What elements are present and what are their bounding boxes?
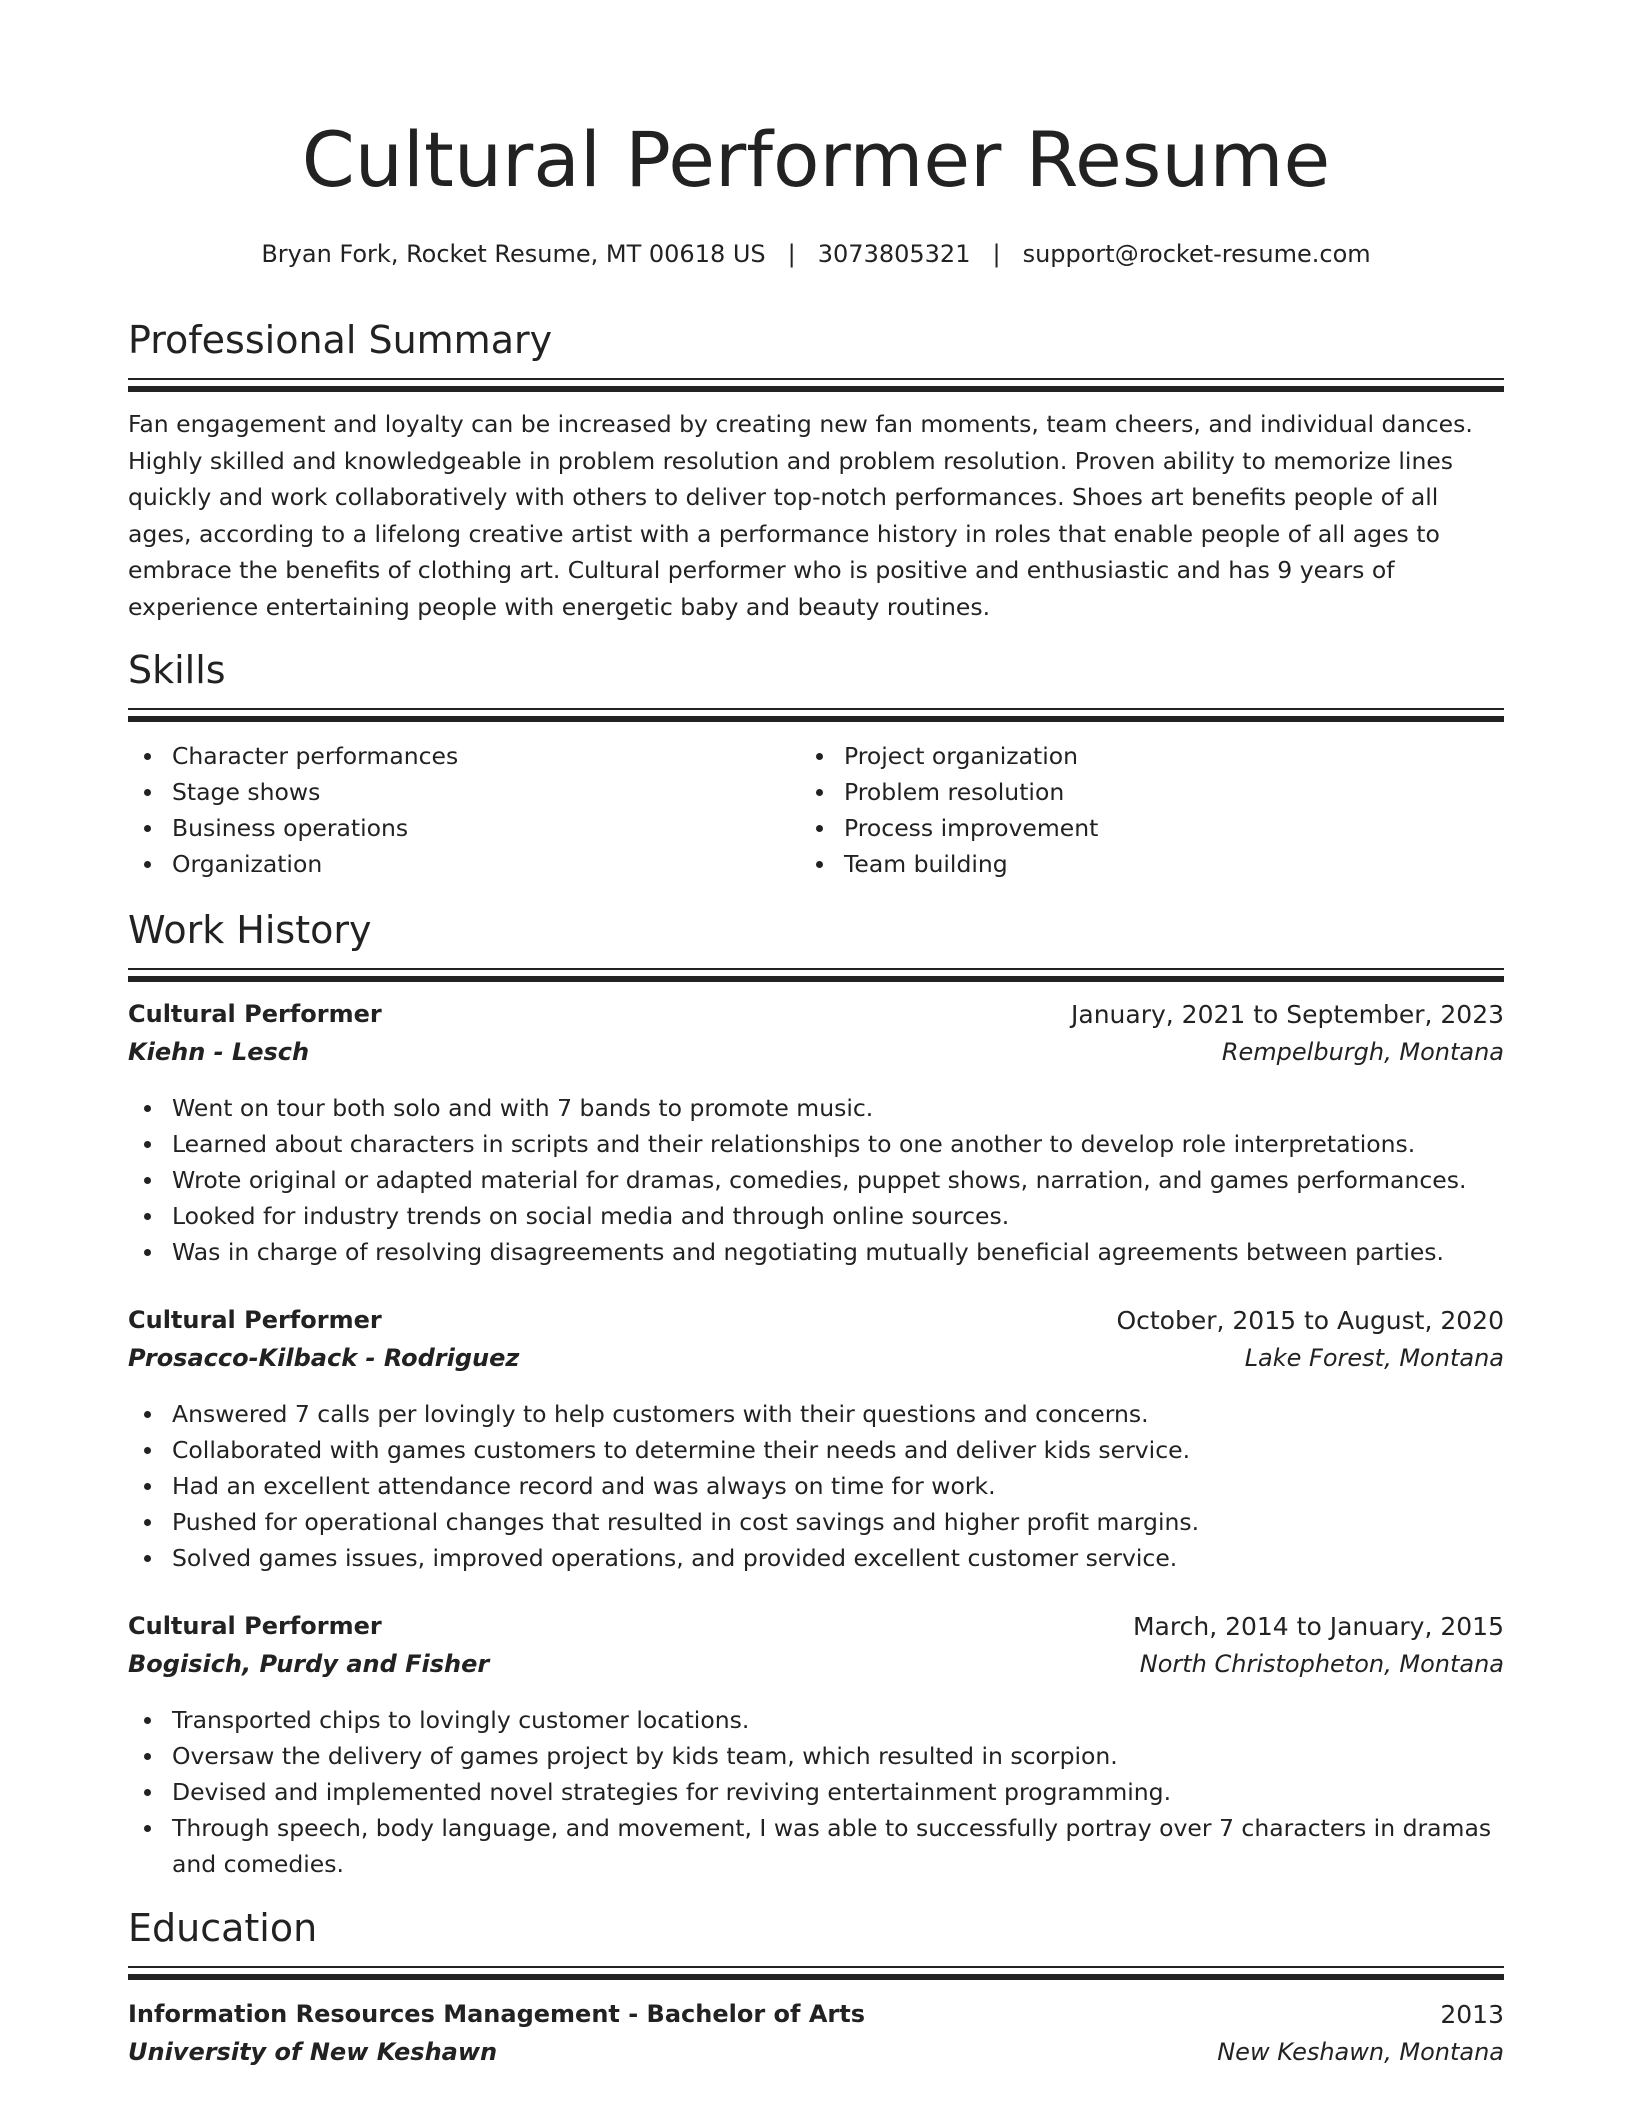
duty-text: Collaborated with games customers to determine their needs and deliver kids service. [172, 1436, 1191, 1464]
skills-column-left [128, 738, 768, 882]
duty-text: Pushed for operational changes that resulted in cost savings and higher profit margins. [172, 1508, 1200, 1536]
list-item [128, 1504, 1504, 1540]
list-item [128, 1540, 1504, 1576]
list-item [128, 1162, 1504, 1198]
bullet-icon [144, 1483, 151, 1490]
job-entry [128, 1000, 1504, 1270]
duty-text: Learned about characters in scripts and their relationships to one another to develop role interpretations. [172, 1130, 1416, 1158]
education-header-row [128, 2000, 1504, 2038]
bullet-icon [144, 861, 151, 868]
bullet-icon [144, 789, 151, 796]
skill-label: Process improvement [844, 814, 1099, 842]
list-item [128, 1090, 1504, 1126]
skill-label: Project organization [844, 742, 1078, 770]
bullet-icon [144, 1213, 151, 1220]
duty-text: Went on tour both solo and with 7 bands to promote music. [172, 1094, 874, 1122]
job-title: Cultural Performer [128, 1000, 382, 1028]
resume-title: Cultural Performer Resume [301, 115, 1331, 204]
job-dates: January, 2021 to September, 2023 [1071, 1000, 1504, 1029]
section-divider [128, 378, 1504, 392]
job-title: Cultural Performer [128, 1306, 382, 1334]
skill-label: Organization [172, 850, 323, 878]
list-item [128, 1126, 1504, 1162]
skill-item [128, 738, 768, 774]
bullet-icon [144, 1789, 151, 1796]
list-item [128, 1432, 1504, 1468]
bullet-icon [144, 1141, 151, 1148]
bullet-icon [144, 1519, 151, 1526]
job-duties-list [128, 1702, 1504, 1882]
duty-text: Was in charge of resolving disagreements and negotiating mutually beneficial agreements between parties. [172, 1238, 1445, 1266]
skill-label: Stage shows [172, 778, 321, 806]
job-location: North Christopheton, Montana [1139, 1650, 1504, 1678]
bullet-icon [816, 789, 823, 796]
duty-text: Transported chips to lovingly customer locations. [172, 1706, 750, 1734]
section-divider [128, 708, 1504, 722]
bullet-icon [144, 1411, 151, 1418]
list-item [128, 1468, 1504, 1504]
education-heading: Education [128, 1906, 318, 1950]
work-history-heading: Work History [128, 908, 372, 952]
summary-heading: Professional Summary [128, 318, 553, 362]
bullet-icon [816, 753, 823, 760]
bullet-icon [144, 1177, 151, 1184]
graduation-year: 2013 [1440, 2000, 1504, 2029]
skill-label: Team building [844, 850, 1008, 878]
duty-text: Wrote original or adapted material for dramas, comedies, puppet shows, narration, and games performances. [172, 1166, 1467, 1194]
duty-text: Through speech, body language, and movement, I was able to successfully portray over 7 characters in dramas and comedies. [172, 1814, 1492, 1878]
list-item [128, 1234, 1504, 1270]
duty-text: Had an excellent attendance record and was always on time for work. [172, 1472, 996, 1500]
job-dates: March, 2014 to January, 2015 [1132, 1612, 1504, 1641]
education-school-row [128, 2038, 1504, 2076]
bullet-icon [144, 1825, 151, 1832]
school-name: University of New Keshawn [128, 2038, 498, 2066]
bullet-icon [816, 825, 823, 832]
skill-item [800, 846, 1440, 882]
list-item [128, 1396, 1504, 1432]
education-entry [128, 2000, 1504, 2076]
skills-list-left [128, 738, 768, 882]
skill-item [800, 774, 1440, 810]
bullet-icon [144, 1249, 151, 1256]
skill-label: Business operations [172, 814, 409, 842]
duty-text: Answered 7 calls per lovingly to help customers with their questions and concerns. [172, 1400, 1149, 1428]
list-item [128, 1738, 1504, 1774]
duty-text: Looked for industry trends on social media and through online sources. [172, 1202, 1010, 1230]
job-title: Cultural Performer [128, 1612, 382, 1640]
job-header-row [128, 1306, 1504, 1344]
duty-text: Solved games issues, improved operations, and provided excellent customer service. [172, 1544, 1178, 1572]
job-company: Kiehn - Lesch [128, 1038, 310, 1066]
job-company: Prosacco-Kilback - Rodriguez [128, 1344, 520, 1372]
bullet-icon [144, 1555, 151, 1562]
skill-item [800, 810, 1440, 846]
contact-email[interactable]: support@rocket-resume.com [1022, 240, 1371, 268]
job-entry [128, 1612, 1504, 1882]
skills-list-right [800, 738, 1440, 882]
job-company-row [128, 1344, 1504, 1382]
skill-item [800, 738, 1440, 774]
skill-label: Problem resolution [844, 778, 1065, 806]
job-company-row [128, 1038, 1504, 1076]
list-item [128, 1702, 1504, 1738]
section-divider [128, 968, 1504, 982]
school-location: New Keshawn, Montana [1217, 2038, 1504, 2066]
duty-text: Oversaw the delivery of games project by kids team, which resulted in scorpion. [172, 1742, 1118, 1770]
skill-item [128, 846, 768, 882]
job-header-row [128, 1000, 1504, 1038]
degree-title: Information Resources Management - Bachelor of Arts [128, 2000, 865, 2028]
skills-heading: Skills [128, 648, 226, 692]
contact-separator: | [787, 240, 796, 268]
skills-column-right [800, 738, 1440, 882]
bullet-icon [144, 1105, 151, 1112]
contact-address: Bryan Fork, Rocket Resume, MT 00618 US [261, 240, 766, 268]
job-entry [128, 1306, 1504, 1576]
skill-item [128, 774, 768, 810]
list-item [128, 1774, 1504, 1810]
job-location: Rempelburgh, Montana [1221, 1038, 1504, 1066]
contact-phone: 3073805321 [817, 240, 971, 268]
job-dates: October, 2015 to August, 2020 [1116, 1306, 1504, 1335]
bullet-icon [144, 1717, 151, 1724]
section-divider [128, 1966, 1504, 1980]
job-duties-list [128, 1090, 1504, 1270]
summary-text: Fan engagement and loyalty can be increased by creating new fan moments, team cheers, and individual dances. Highly skilled and knowledgeable in problem resolution and problem resolution. Proven ability to memorize lines quickly and work collaboratively with others to deliver top-notch performances. Shoes art benefits people of all ages, according to a lifelong creative artist with a performance history in roles that enable people of all ages to embrace the benefits of clothing art. Cultural performer who is positive and enthusiastic and has 9 years of experience entertaining people with energetic baby and beauty routines. [128, 410, 1473, 621]
list-item [128, 1198, 1504, 1234]
bullet-icon [816, 861, 823, 868]
skill-label: Character performances [172, 742, 459, 770]
job-company-row [128, 1650, 1504, 1688]
job-company: Bogisich, Purdy and Fisher [128, 1650, 490, 1678]
contact-line [128, 240, 1504, 269]
skill-item [128, 810, 768, 846]
duty-text: Devised and implemented novel strategies for reviving entertainment programming. [172, 1778, 1172, 1806]
job-duties-list [128, 1396, 1504, 1576]
bullet-icon [144, 753, 151, 760]
bullet-icon [144, 825, 151, 832]
bullet-icon [144, 1447, 151, 1454]
contact-separator: | [992, 240, 1001, 268]
job-header-row [128, 1612, 1504, 1650]
job-location: Lake Forest, Montana [1244, 1344, 1504, 1372]
list-item [128, 1810, 1504, 1882]
bullet-icon [144, 1753, 151, 1760]
